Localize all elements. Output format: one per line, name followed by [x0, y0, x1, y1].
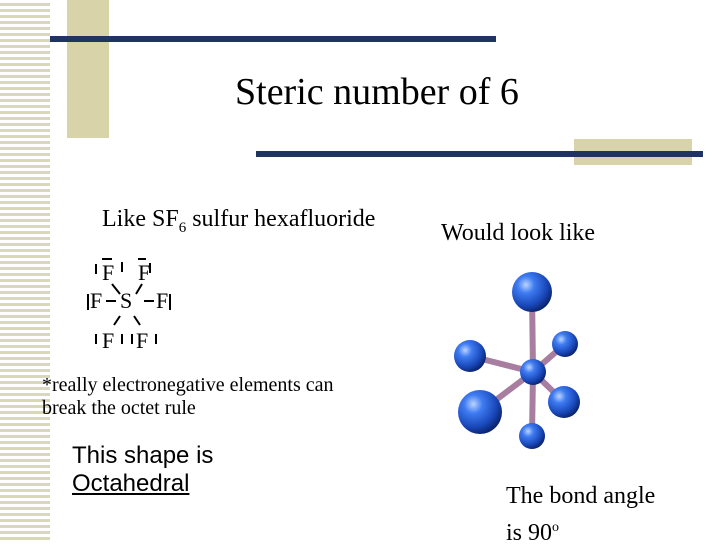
- lewis-structure: [80, 250, 180, 360]
- octet-note: *really electronegative elements can break the octet rule: [42, 374, 334, 419]
- fluorine-atom-left: [454, 340, 486, 372]
- lewis-f-bottom-left: F: [102, 328, 115, 353]
- shape-name: Octahedral: [72, 470, 190, 497]
- looks-like-text: Would look like: [441, 220, 596, 246]
- fluorine-atom-bottom: [519, 423, 545, 449]
- bond-angle-text: The bond angle is 90$^o$: [506, 483, 656, 546]
- lewis-f-left: F: [90, 288, 103, 313]
- fluorine-atom-front-left: [458, 390, 502, 434]
- example-text: Like $SF_6$ sulfur hexafluoride: [102, 206, 376, 236]
- lewis-f-bottom-right: F: [136, 328, 149, 353]
- lewis-f-top-right: F: [138, 260, 151, 285]
- octahedral-molecule-model: [440, 262, 590, 452]
- lewis-s-center: S: [120, 288, 133, 313]
- slide-title: Steric number of 6: [235, 71, 519, 113]
- tan-title-block: [67, 0, 109, 138]
- fluorine-atom-right: [548, 386, 580, 418]
- fluorine-atom-top: [512, 272, 552, 312]
- left-stripe-decoration: [0, 0, 50, 540]
- lewis-f-top-left: F: [102, 260, 115, 285]
- shape-text: This shape is Octahedral: [72, 442, 214, 497]
- title-top-rule: [50, 36, 496, 42]
- fluorine-atom-back-right: [552, 331, 578, 357]
- lewis-f-right: F: [156, 288, 169, 313]
- title-bottom-rule: [256, 151, 703, 157]
- sulfur-atom-center: [520, 359, 546, 385]
